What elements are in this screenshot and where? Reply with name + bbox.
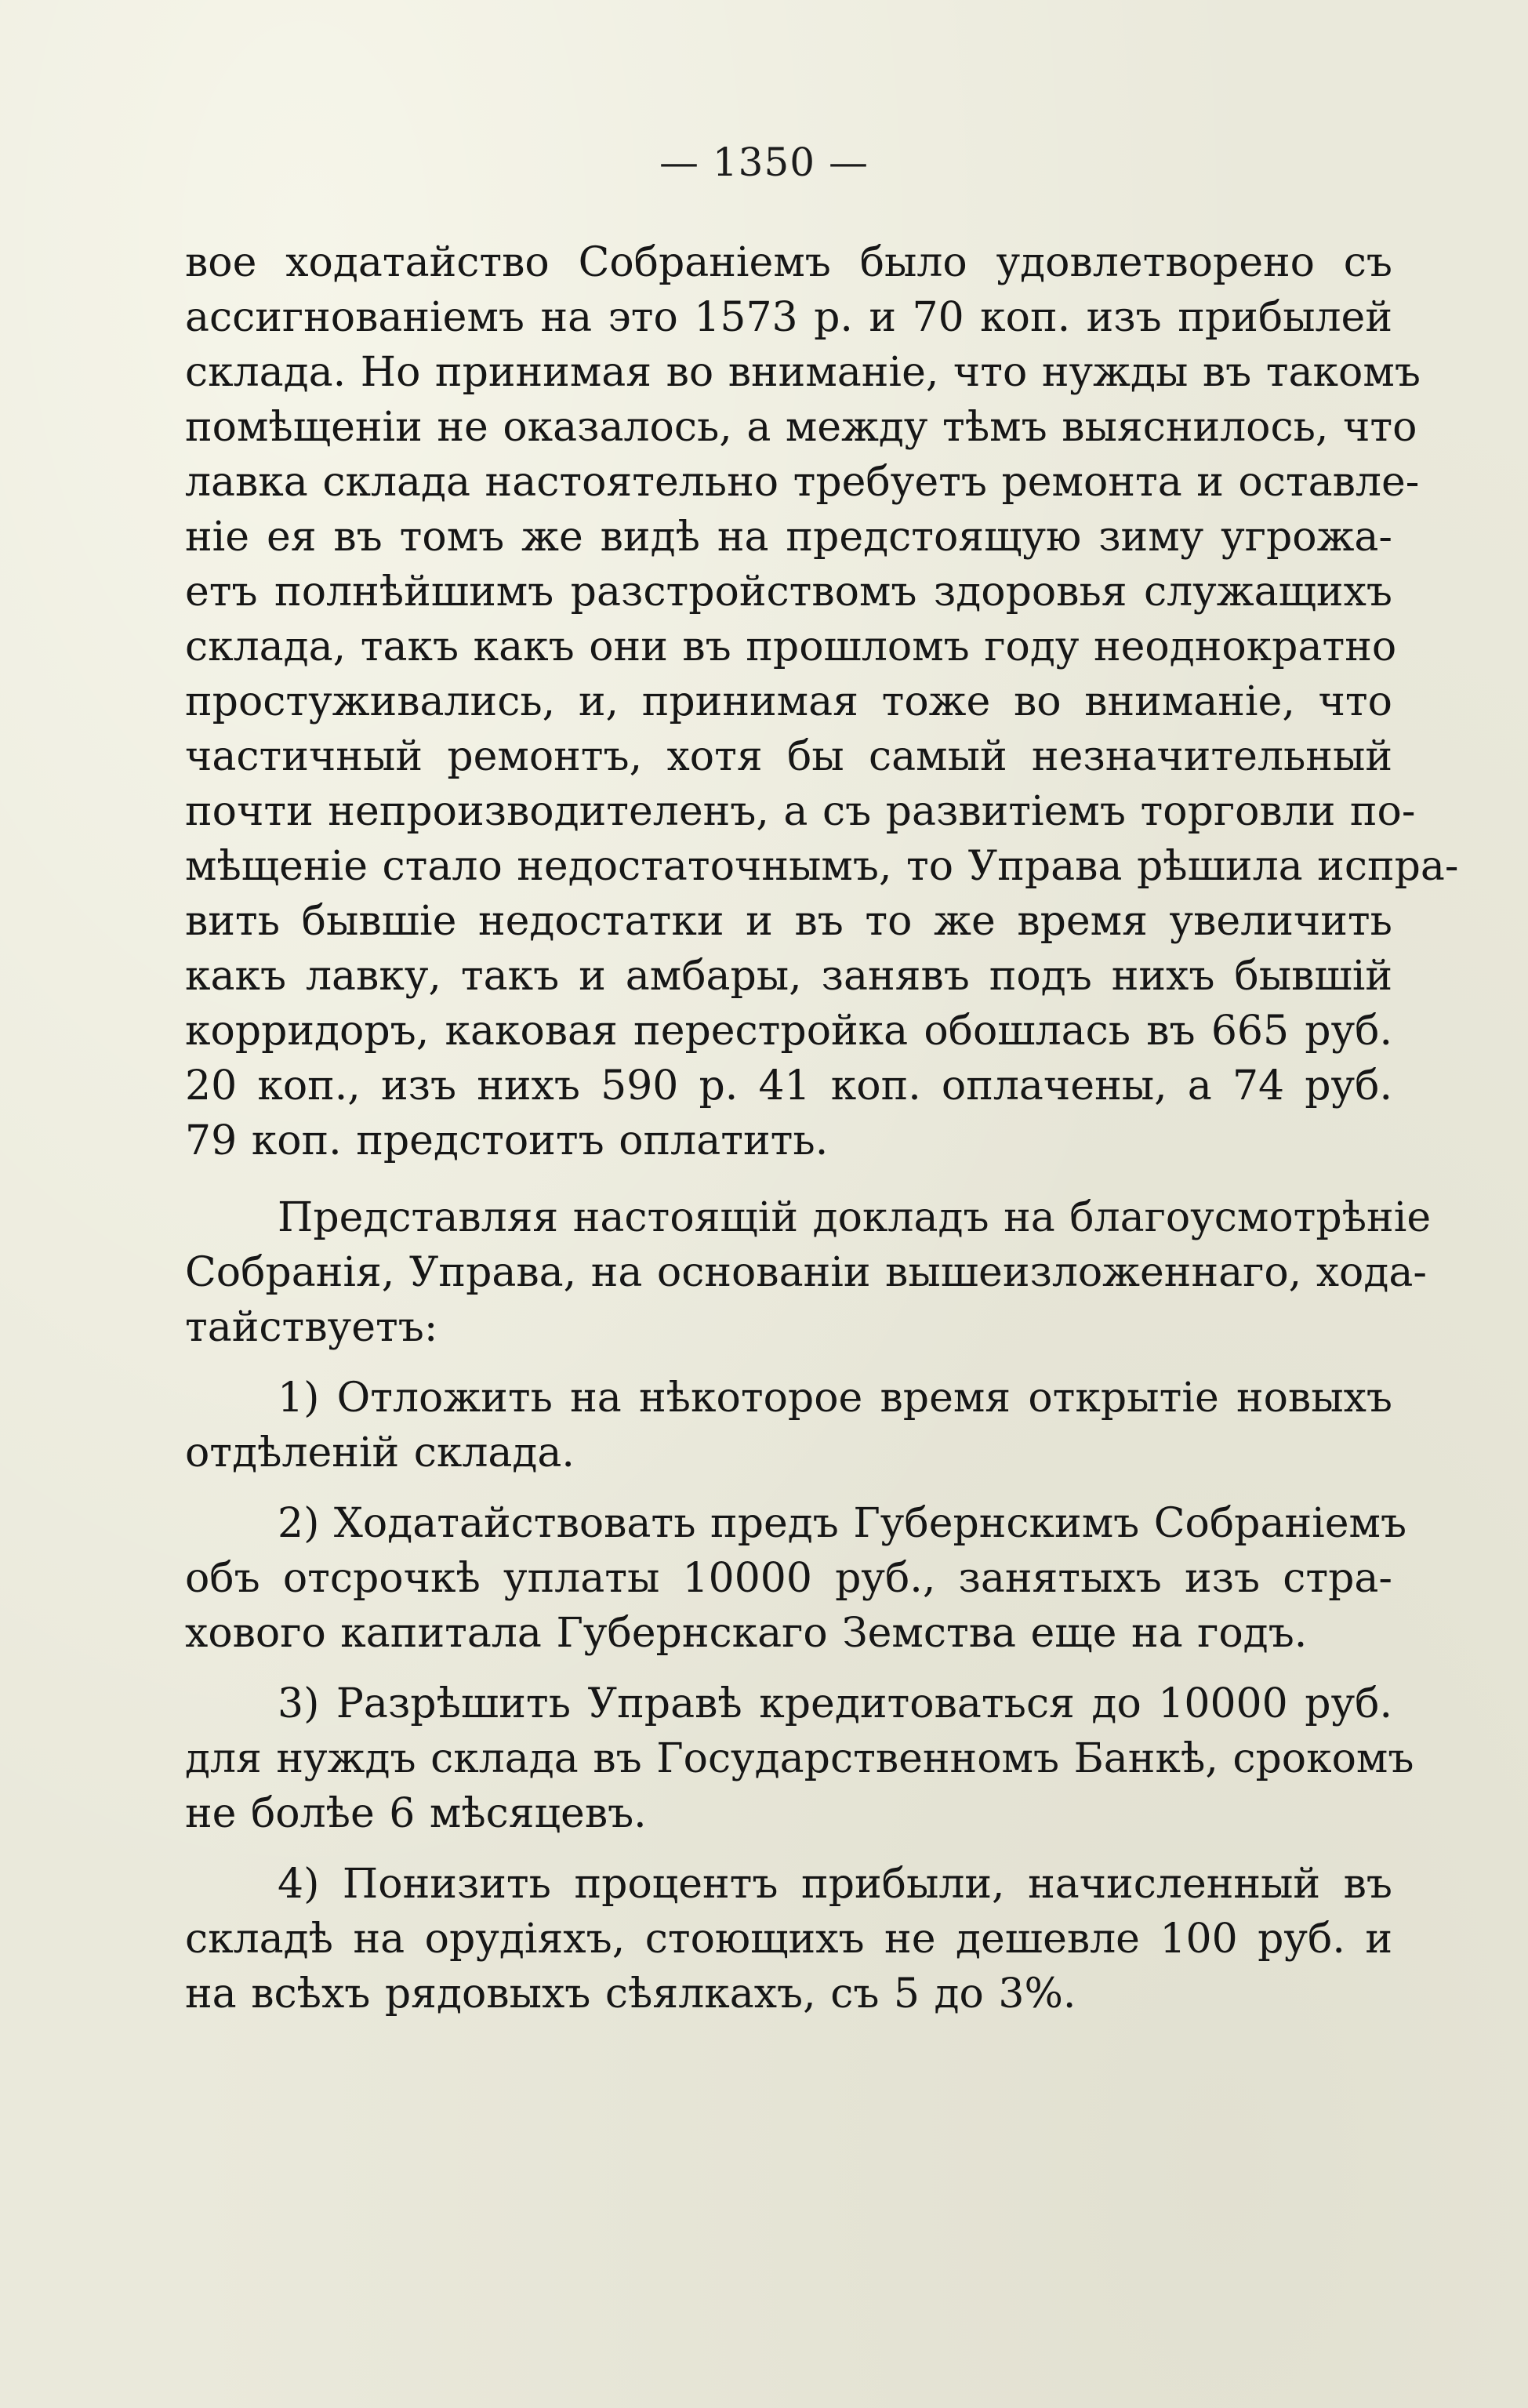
text-line: вое ходатайство Собраніемъ было удовлетворено съ [185,239,1392,286]
text-line: на всѣхъ рядовыхъ сѣялкахъ, съ 5 до 3%. [185,1970,1076,2018]
text-line: почти непроизводителенъ, а съ развитіемъ торговли по- [185,788,1416,835]
text-line: 20 коп., изъ нихъ 590 р. 41 коп. оплачены, а 74 руб. [185,1062,1392,1110]
text-line: 79 коп. предстоитъ оплатить. [185,1117,829,1164]
text-line: не болѣе 6 мѣсяцевъ. [185,1790,647,1837]
text-line: 1) Отложить на нѣкоторое время открытіе новыхъ [278,1375,1392,1422]
text-line: ассигнованіемъ на это 1573 р. и 70 коп. изъ прибылей [185,294,1392,341]
list-item [185,1676,1414,1841]
text-line: хового капитала Губернскаго Земства еще на годъ. [185,1610,1308,1657]
text-line: Собранія, Управа, на основаніи вышеизложеннаго, хода- [185,1249,1427,1296]
list-item [185,1496,1407,1661]
text-line: для нуждъ склада въ Государственномъ Банкѣ, срокомъ [185,1735,1414,1782]
text-line: 4) Понизить процентъ прибыли, начисленный въ [278,1861,1392,1908]
text-line: тайствуетъ: [185,1304,438,1351]
text-line: ніе ея въ томъ же видѣ на предстоящую зиму угрожа- [185,514,1392,561]
text-line: Представляя настоящій докладъ на благоусмотрѣніе [278,1194,1432,1241]
text-line: простуживались, и, принимая тоже во вниманіе, что [185,678,1392,725]
text-line: лавка склада настоятельно требуетъ ремонта и оставле- [185,459,1420,506]
text-line: объ отсрочкѣ уплаты 10000 руб., занятыхъ изъ стра- [185,1555,1392,1602]
paragraph-continuation [185,235,1459,1168]
text-line: мѣщеніе стало недостаточнымъ, то Управа рѣшила испра- [185,843,1459,890]
text-line: 2) Ходатайствовать предъ Губернскимъ Собраніемъ [278,1500,1407,1547]
text-line: частичный ремонтъ, хотя бы самый незначительный [185,733,1392,780]
list-item [185,1371,1392,1480]
text-line: корридоръ, каковая перестройка обошлась въ 665 руб. [185,1008,1392,1055]
list-item [185,1857,1392,2021]
text-line: какъ лавку, такъ и амбары, занявъ подъ нихъ бывшій [185,953,1392,1000]
text-line: помѣщеніи не оказалось, а между тѣмъ выяснилось, что [185,404,1417,451]
text-line: склада. Но принимая во вниманіе, что нужды въ такомъ [185,349,1421,396]
text-line: вить бывшіе недостатки и въ то же время увеличить [185,898,1392,945]
text-line: 3) Разрѣшить Управѣ кредитоваться до 10000 руб. [278,1680,1392,1727]
page-number: — 1350 — [659,140,869,185]
text-line: етъ полнѣйшимъ разстройствомъ здоровья служащихъ [185,568,1392,616]
text-line: склада, такъ какъ они въ прошломъ году неоднократно [185,623,1397,670]
text-line: отдѣленій склада. [185,1429,575,1476]
body-text [185,235,1459,2021]
text-line: складѣ на орудіяхъ, стоющихъ не дешевле 100 руб. и [185,1916,1392,1963]
paragraph-request [185,1190,1432,1355]
